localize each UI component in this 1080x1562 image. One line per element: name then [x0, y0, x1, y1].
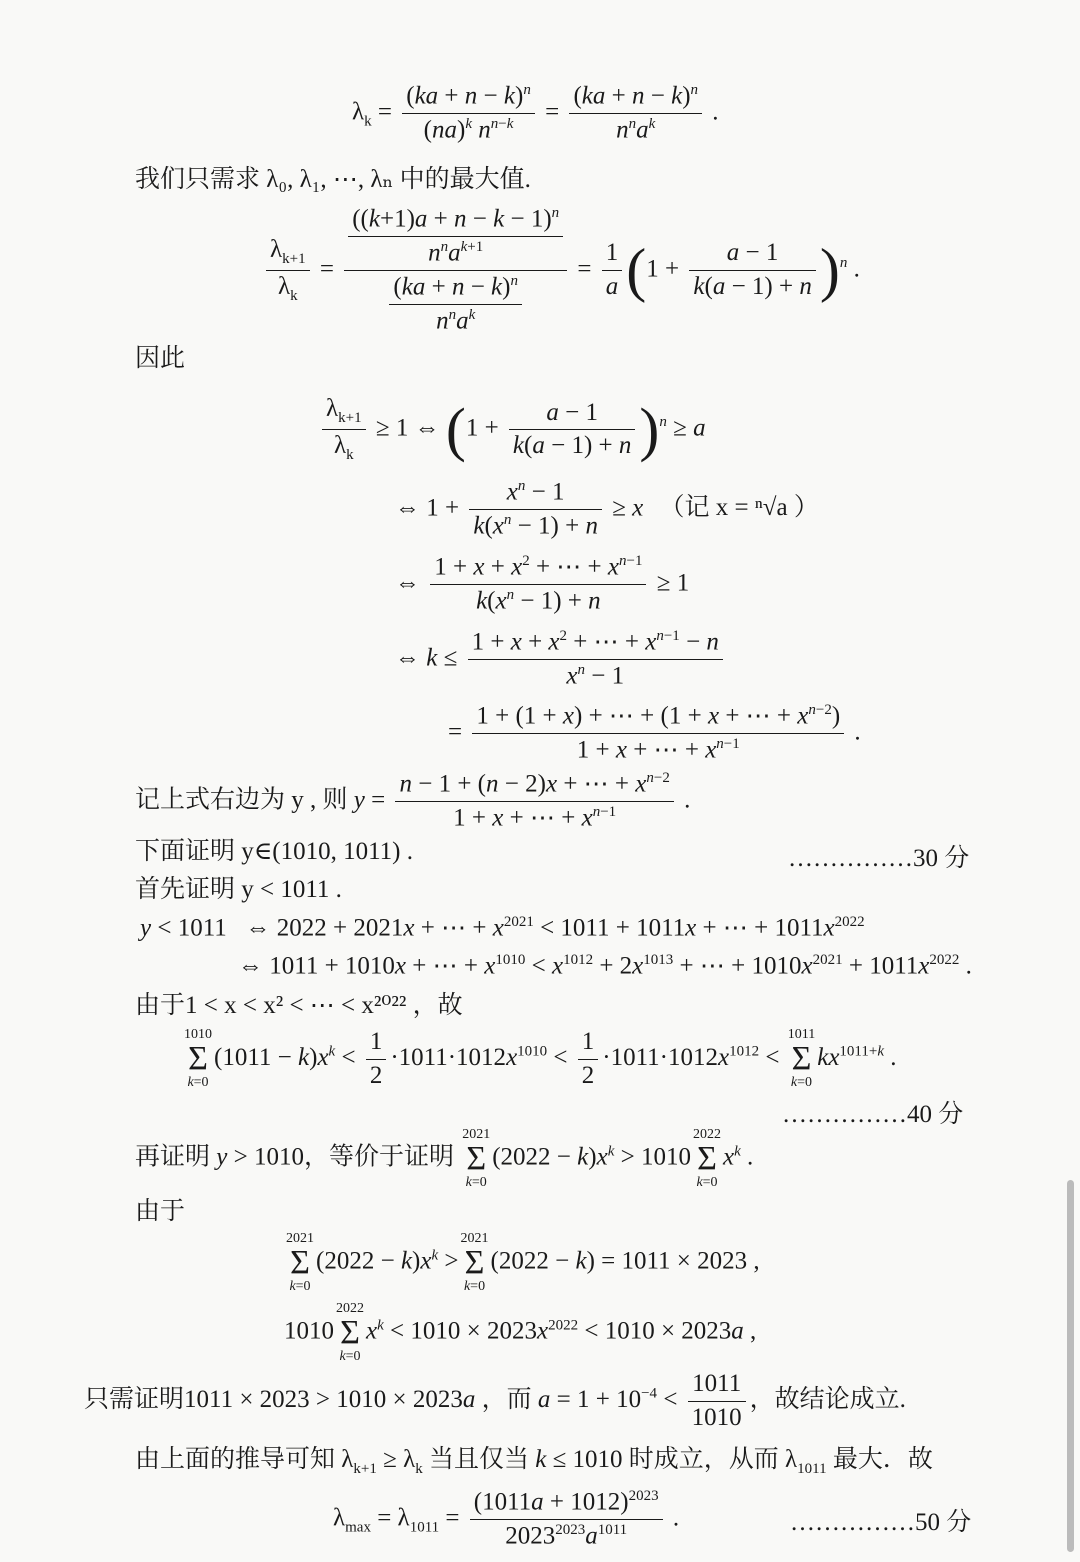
eq-lambda-k: $\lambda_k$ = $\frac{(ka + n - k)^n}{(na)^k n^{n-k}}$ = $\frac{(ka + n - k)^n}{n^na^k}$ .: [352, 82, 719, 144]
text-need-prove: 只需证明1011 × 2023 > 1010 × 2023a ，而 $a = 1 + 10^{-4}$ < $\frac{1011}{1010}$ ，故结论成立.: [84, 1370, 906, 1431]
text-prove-gt: 再证明 y > 1010，等价于证明 2021 Σ k=0 $(2022 - k)x^k > 1010$ 2022 Σ k=0 $x^k$ .: [135, 1127, 754, 1190]
eq-final: $\lambda_{max} = \lambda_{1011}$ = $\frac{(1011a + 1012)^{2023}}{2023^{2023}a^{1011}}$ .: [333, 1488, 680, 1550]
sum-sign: 1010 Σ k=0: [184, 1027, 212, 1091]
text-since: 由于: [135, 1198, 186, 1225]
score-40: ……………40 分: [782, 1101, 964, 1128]
eq-step4: ⇔ k ≤ $\frac{1 + x + x^2 + \cdots + x^{n-1} - n}{x^n - 1}$: [395, 628, 727, 691]
eq-step3: ⇔ $\frac{1 + x + x^2 + \cdots + x^{n-1}}{k(x^n - 1) + n}$ ≥ 1: [395, 553, 690, 615]
eq-step5: = $\frac{1 + (1 + x) + \cdots + (1 + x + \cdots + x^{n-2})}{1 + x + \cdots + x^{n-1}}$ .: [448, 702, 861, 764]
sum-sign: 2021 Σ k=0: [460, 1231, 489, 1294]
text-prove-range: 下面证明 y∈(1010, 1011) .: [135, 838, 413, 865]
step2-note: （记 x = ⁿ√a ）: [659, 494, 819, 522]
text-therefore: 因此: [135, 345, 186, 372]
denote-y-label: 记上式右边为 y , 则: [135, 786, 348, 814]
eq-ineq1: y < 1011 ⇔ 2022 + 2021x + ⋯ + $x^{2021} < 1011 + 1011x$ + ⋯ + $1011x^{2022}$: [140, 914, 865, 942]
eq-ineq2: ⇔ 1011 + 1010x + ⋯ + $x^{1010} < x^{1012} + 2x^{1013}$ + ⋯ + $1010x^{2021} + 1011x^{2022}$ .: [238, 952, 972, 980]
sum-sign: 2022 Σ k=0: [336, 1301, 364, 1364]
eq-ratio-def: $\frac{\lambda_{k+1}}{\lambda_k}$ = $\frac{\frac{((k+1)a + n - k - 1)^n}{n^na^{k+1}}}{\frac{(ka + n - k)^n}{n^na^k}}$ = $\frac{1}{a}$ (1 + $\frac{a - 1}{k(a - 1) + n}$ )$^n$ .: [262, 205, 860, 336]
eq-sum-a: 2021 Σ k=0 $(2022 - k)x^k$ > 2021 Σ k=0 (2022 − k) = 1011 × 2023 ,: [286, 1231, 760, 1294]
text-conclusion: 由上面的推导可知 $\lambda_{k+1} \ge \lambda_k$ 当且仅当 k ≤ 1010 时成立，从而 $\lambda_{1011}$ 最大．故: [135, 1446, 933, 1477]
eq-step2: ⇔ 1 + $\frac{x^n - 1}{k(x^n - 1) + n}$ ≥ x （记 x = ⁿ√a ）: [395, 478, 819, 540]
score-30: ……………30 分: [788, 845, 970, 872]
text-first-prove: 首先证明 y < 1011 .: [135, 876, 342, 903]
sum-sign: 1011 Σ k=0: [787, 1027, 816, 1091]
score-50: ……………50 分: [790, 1509, 972, 1536]
eq-step1: $\frac{\lambda_{k+1}}{\lambda_k}$ ≥ 1 ⇔ (1 + $\frac{a - 1}{k(a - 1) + n}$ )$^n$ ≥ a: [318, 395, 706, 465]
sum-sign: 2021 Σ k=0: [462, 1127, 491, 1190]
text-denote-y: 记上式右边为 y , 则 y = $\frac{n - 1 + (n - 2)x + \cdots + x^{n-2}}{1 + x + \cdots + x^{n-1}}$ .: [135, 770, 691, 832]
eq-sum-chain: 1010 Σ k=0 $(1011 - k)x^k$ < $\frac{1}{2}$ $\cdot 1011\cdot 1012x^{1010}$ < $\frac{1}{2}$ $\cdot 1011\cdot 1012x^{1012}$ < 1011 Σ k=0 $kx^{1011+k}$ .: [184, 1027, 897, 1091]
eq-sum-b: 1010 2022 Σ k=0 $x^k < 1010 \times 2023x^{2022} < 1010 \times 2023a$ ,: [284, 1301, 757, 1364]
text-since-order: 由于1 < x < x² < ⋯ < x²⁰²² ，故: [135, 992, 463, 1019]
scrollbar[interactable]: [1067, 1180, 1074, 1552]
sum-sign: 2021 Σ k=0: [286, 1231, 314, 1294]
sum-sign: 2022 Σ k=0: [693, 1127, 721, 1190]
text-find-max: 我们只需求 λ₀, λ₁, ⋯, λₙ 中的最大值.: [135, 166, 531, 193]
